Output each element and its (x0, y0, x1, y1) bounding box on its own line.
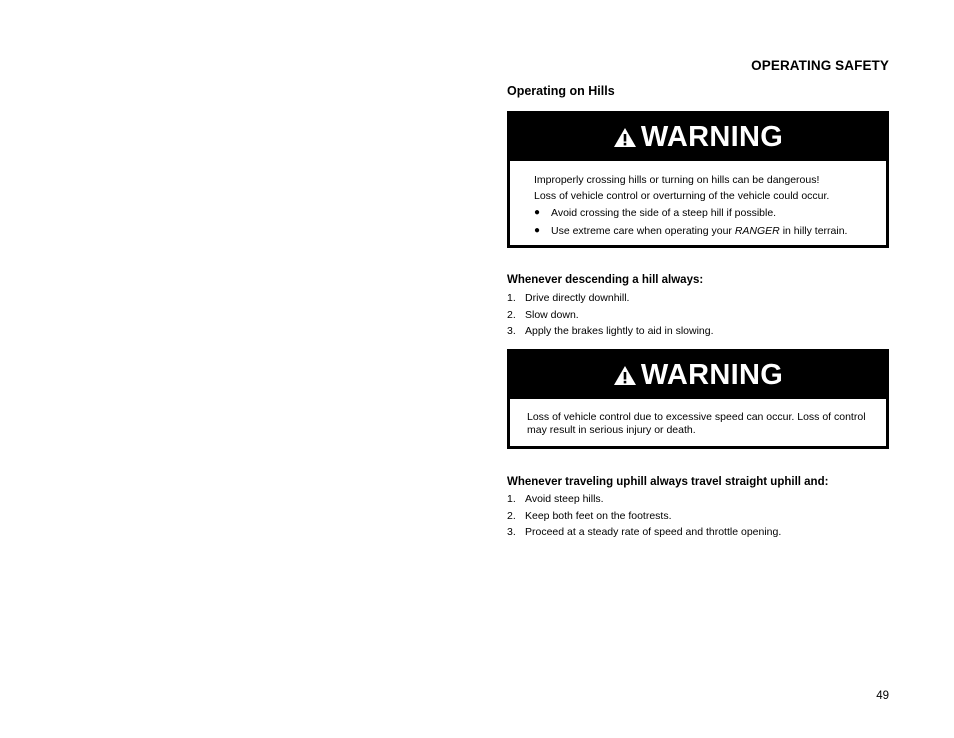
warning-triangle-icon (613, 365, 637, 386)
descending-steps (507, 290, 714, 340)
list-item (507, 491, 781, 508)
warning-bullet (534, 223, 876, 239)
warning-box-speed (507, 349, 889, 449)
step-number: 1. (507, 292, 516, 305)
uphill-heading: Whenever traveling uphill always travel straight uphill and: (507, 476, 829, 488)
warning-line: Loss of vehicle control or overturning of the vehicle could occur. (534, 190, 830, 202)
warning-title: WARNING (640, 359, 784, 391)
step-number: 1. (507, 493, 516, 506)
step-text: Keep both feet on the footrests. (525, 509, 672, 522)
step-number: 2. (507, 509, 516, 522)
bullet-text-post: in hilly terrain. (779, 225, 848, 237)
bullet-text-emphasis: RANGER (734, 225, 780, 237)
warning-banner (510, 352, 886, 399)
warning-box-hills (507, 111, 889, 248)
step-text: Slow down. (525, 308, 579, 321)
warning-bullet (534, 205, 876, 221)
step-text: Proceed at a steady rate of speed and throttle opening. (525, 526, 782, 539)
subheading-operating-on-hills: Operating on Hills (507, 84, 615, 98)
step-text: Drive directly downhill. (525, 292, 630, 305)
bullet-text (551, 223, 847, 239)
list-item (507, 508, 781, 525)
list-item (507, 307, 714, 324)
bullet-icon: ● (534, 207, 541, 218)
list-item (507, 323, 714, 340)
bullet-text: Avoid crossing the side of a steep hill if possible. (551, 207, 777, 219)
step-number: 3. (507, 325, 516, 338)
step-text: Apply the brakes lightly to aid in slowing. (525, 325, 714, 338)
page-number: 49 (876, 690, 889, 702)
uphill-steps (507, 491, 781, 541)
warning-banner (510, 114, 886, 161)
warning-triangle-icon (613, 127, 637, 148)
step-number: 2. (507, 308, 516, 321)
warning-line: Improperly crossing hills or turning on hills can be dangerous! (534, 174, 820, 186)
list-item (507, 524, 781, 541)
descending-heading: Whenever descending a hill always: (507, 274, 704, 286)
step-number: 3. (507, 526, 516, 539)
list-item (507, 290, 714, 307)
warning-body: Loss of vehicle control due to excessive speed can occur. Loss of control may result in serious injury or death. (527, 411, 866, 436)
warning-title: WARNING (640, 121, 784, 153)
warning-body (510, 161, 886, 239)
section-header: OPERATING SAFETY (751, 58, 889, 73)
step-text: Avoid steep hills. (525, 493, 604, 506)
bullet-icon: ● (534, 225, 541, 236)
bullet-text-pre: Use extreme care when operating your (551, 225, 735, 237)
